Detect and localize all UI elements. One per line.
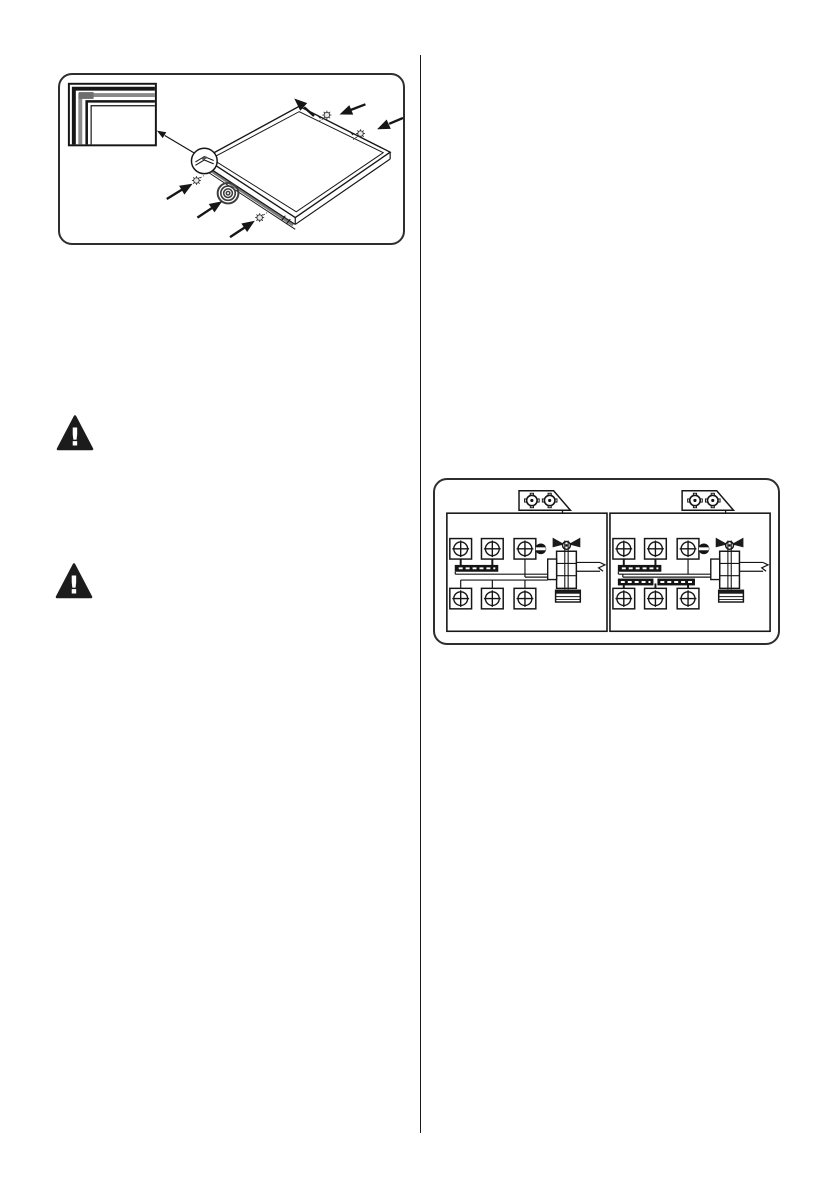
exclamation-glyph: ! xyxy=(68,570,80,600)
earth-bracket-icon xyxy=(519,491,570,513)
terminal-screw-icon xyxy=(677,539,699,559)
hob-diagram-canvas xyxy=(60,75,403,243)
arrow-icon xyxy=(197,202,221,218)
inset-pointer-arrow-icon xyxy=(157,131,195,153)
warning-triangle-icon xyxy=(55,562,93,600)
terminal-screw-icon xyxy=(645,588,667,608)
terminal-screw-icon xyxy=(677,588,699,608)
clamp-saddle-icon xyxy=(719,590,744,602)
terminal-wiring-figure xyxy=(433,478,780,645)
terminal-screw-icon xyxy=(514,539,536,559)
hob-body xyxy=(204,106,390,229)
terminal-panel-right xyxy=(610,491,770,632)
terminal-screw-icon xyxy=(450,588,472,608)
terminal-box-outline xyxy=(447,513,607,631)
arrow-icon xyxy=(341,104,366,114)
magnifier-circle-icon xyxy=(191,148,217,173)
hob-installation-figure xyxy=(58,73,405,245)
seal-roll-icon xyxy=(218,183,239,204)
terminal-box-outline xyxy=(610,513,770,631)
fixing-screw-icon xyxy=(192,176,204,185)
terminal-screw-icon xyxy=(613,539,635,559)
terminal-screw-icon xyxy=(613,588,635,608)
earth-screw-icon xyxy=(698,543,709,554)
terminal-screw-icon xyxy=(645,539,667,559)
terminal-panel-left xyxy=(447,491,607,632)
terminal-screw-icon xyxy=(481,539,503,559)
exclamation-glyph: ! xyxy=(69,422,81,452)
arrow-icon xyxy=(167,184,192,199)
earth-screw-icon xyxy=(535,543,546,554)
arrow-icon xyxy=(378,118,403,129)
terminal-screw-icon xyxy=(514,588,536,608)
clamp-saddle-icon xyxy=(556,590,581,602)
terminal-screw-icon xyxy=(481,588,503,608)
fixing-screw-icon xyxy=(256,213,268,222)
earth-bracket-icon xyxy=(682,491,733,513)
terminal-screw-icon xyxy=(450,539,472,559)
warning-triangle-icon xyxy=(56,414,94,452)
corner-seal-inset xyxy=(69,84,156,146)
wiring-diagram-canvas xyxy=(435,480,778,643)
column-divider-rule xyxy=(420,55,421,1133)
seal-tab xyxy=(79,92,94,99)
arrow-icon xyxy=(230,222,254,238)
